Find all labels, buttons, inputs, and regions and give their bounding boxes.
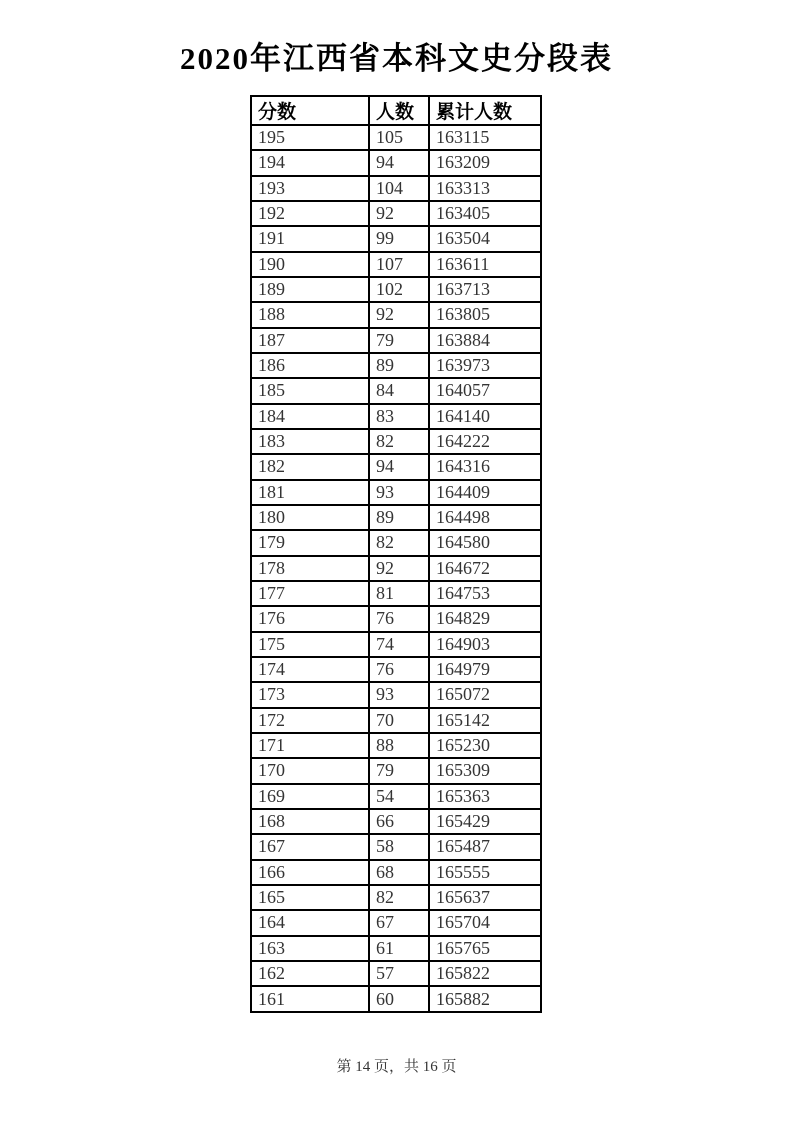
cumulative-cell: 163405: [429, 201, 541, 226]
score-cell: 166: [251, 860, 369, 885]
count-cell: 107: [369, 252, 429, 277]
table-row: [251, 682, 541, 707]
score-cell: 168: [251, 809, 369, 834]
cumulative-cell: 163713: [429, 277, 541, 302]
score-cell: 181: [251, 480, 369, 505]
score-cell: 161: [251, 986, 369, 1012]
count-cell: 68: [369, 860, 429, 885]
table-row: [251, 480, 541, 505]
count-cell: 82: [369, 885, 429, 910]
table-row: [251, 758, 541, 783]
count-cell: 79: [369, 758, 429, 783]
count-cell: 92: [369, 302, 429, 327]
count-cell: 84: [369, 378, 429, 403]
score-cell: 191: [251, 226, 369, 251]
score-cell: 180: [251, 505, 369, 530]
table-row: [251, 530, 541, 555]
table-row: [251, 581, 541, 606]
count-cell: 102: [369, 277, 429, 302]
table-row: [251, 404, 541, 429]
count-cell: 83: [369, 404, 429, 429]
score-cell: 179: [251, 530, 369, 555]
count-cell: 79: [369, 328, 429, 353]
table-row: [251, 860, 541, 885]
score-cell: 182: [251, 454, 369, 479]
table-row: [251, 328, 541, 353]
cumulative-cell: 163115: [429, 125, 541, 150]
cumulative-cell: 165363: [429, 784, 541, 809]
table-row: [251, 733, 541, 758]
table-row: [251, 454, 541, 479]
cumulative-cell: 165309: [429, 758, 541, 783]
table-row: [251, 936, 541, 961]
cumulative-cell: 165765: [429, 936, 541, 961]
column-header-cumulative: 累计人数: [429, 96, 541, 125]
cumulative-cell: 165142: [429, 708, 541, 733]
score-cell: 164: [251, 910, 369, 935]
count-cell: 93: [369, 682, 429, 707]
count-cell: 67: [369, 910, 429, 935]
count-cell: 105: [369, 125, 429, 150]
score-cell: 170: [251, 758, 369, 783]
score-cell: 162: [251, 961, 369, 986]
table-row: [251, 606, 541, 631]
score-cell: 174: [251, 657, 369, 682]
score-cell: 169: [251, 784, 369, 809]
count-cell: 76: [369, 657, 429, 682]
table-row: [251, 125, 541, 150]
count-cell: 82: [369, 429, 429, 454]
table-row: [251, 556, 541, 581]
cumulative-cell: 165072: [429, 682, 541, 707]
score-cell: 192: [251, 201, 369, 226]
table-row: [251, 505, 541, 530]
cumulative-cell: 164057: [429, 378, 541, 403]
count-cell: 66: [369, 809, 429, 834]
score-cell: 165: [251, 885, 369, 910]
table-row: [251, 809, 541, 834]
table-row: [251, 252, 541, 277]
count-cell: 104: [369, 176, 429, 201]
count-cell: 92: [369, 556, 429, 581]
table-row: [251, 784, 541, 809]
cumulative-cell: 163611: [429, 252, 541, 277]
cumulative-cell: 165704: [429, 910, 541, 935]
table-row: [251, 429, 541, 454]
table-row: [251, 834, 541, 859]
cumulative-cell: 164753: [429, 581, 541, 606]
cumulative-cell: 163805: [429, 302, 541, 327]
cumulative-cell: 165822: [429, 961, 541, 986]
cumulative-cell: 163313: [429, 176, 541, 201]
count-cell: 54: [369, 784, 429, 809]
count-cell: 61: [369, 936, 429, 961]
table-header-row: [251, 96, 541, 125]
table-row: [251, 885, 541, 910]
table-row: [251, 378, 541, 403]
score-cell: 184: [251, 404, 369, 429]
count-cell: 82: [369, 530, 429, 555]
score-cell: 186: [251, 353, 369, 378]
table-row: [251, 176, 541, 201]
table-row: [251, 961, 541, 986]
score-cell: 177: [251, 581, 369, 606]
cumulative-cell: 164903: [429, 632, 541, 657]
score-cell: 194: [251, 150, 369, 175]
table-row: [251, 201, 541, 226]
score-cell: 176: [251, 606, 369, 631]
cumulative-cell: 165555: [429, 860, 541, 885]
cumulative-cell: 164829: [429, 606, 541, 631]
count-cell: 57: [369, 961, 429, 986]
column-header-score: 分数: [251, 96, 369, 125]
cumulative-cell: 164672: [429, 556, 541, 581]
table-row: [251, 353, 541, 378]
count-cell: 94: [369, 150, 429, 175]
table-row: [251, 708, 541, 733]
cumulative-cell: 163209: [429, 150, 541, 175]
cumulative-cell: 163504: [429, 226, 541, 251]
score-cell: 183: [251, 429, 369, 454]
score-cell: 178: [251, 556, 369, 581]
table-row: [251, 226, 541, 251]
score-cell: 173: [251, 682, 369, 707]
score-cell: 172: [251, 708, 369, 733]
table-row: [251, 910, 541, 935]
cumulative-cell: 165637: [429, 885, 541, 910]
cumulative-cell: 164498: [429, 505, 541, 530]
score-cell: 187: [251, 328, 369, 353]
cumulative-cell: 163884: [429, 328, 541, 353]
score-table: [250, 95, 542, 1013]
count-cell: 88: [369, 733, 429, 758]
cumulative-cell: 163973: [429, 353, 541, 378]
count-cell: 99: [369, 226, 429, 251]
table-row: [251, 150, 541, 175]
count-cell: 70: [369, 708, 429, 733]
count-cell: 92: [369, 201, 429, 226]
cumulative-cell: 164580: [429, 530, 541, 555]
cumulative-cell: 165882: [429, 986, 541, 1012]
score-cell: 188: [251, 302, 369, 327]
count-cell: 89: [369, 505, 429, 530]
cumulative-cell: 164140: [429, 404, 541, 429]
cumulative-cell: 165230: [429, 733, 541, 758]
score-cell: 167: [251, 834, 369, 859]
score-cell: 193: [251, 176, 369, 201]
score-cell: 189: [251, 277, 369, 302]
column-header-count: 人数: [369, 96, 429, 125]
cumulative-cell: 165487: [429, 834, 541, 859]
cumulative-cell: 165429: [429, 809, 541, 834]
score-cell: 190: [251, 252, 369, 277]
cumulative-cell: 164222: [429, 429, 541, 454]
table-row: [251, 657, 541, 682]
table-row: [251, 986, 541, 1012]
table-row: [251, 302, 541, 327]
score-cell: 195: [251, 125, 369, 150]
score-cell: 171: [251, 733, 369, 758]
count-cell: 58: [369, 834, 429, 859]
score-cell: 163: [251, 936, 369, 961]
score-cell: 185: [251, 378, 369, 403]
count-cell: 81: [369, 581, 429, 606]
cumulative-cell: 164979: [429, 657, 541, 682]
count-cell: 94: [369, 454, 429, 479]
cumulative-cell: 164316: [429, 454, 541, 479]
count-cell: 74: [369, 632, 429, 657]
page-footer: 第 14 页，共 16 页: [336, 1059, 457, 1075]
page-title: 2020年江西省本科文史分段表: [180, 41, 613, 76]
count-cell: 93: [369, 480, 429, 505]
count-cell: 60: [369, 986, 429, 1012]
cumulative-cell: 164409: [429, 480, 541, 505]
score-cell: 175: [251, 632, 369, 657]
table-row: [251, 632, 541, 657]
count-cell: 76: [369, 606, 429, 631]
table-row: [251, 277, 541, 302]
count-cell: 89: [369, 353, 429, 378]
